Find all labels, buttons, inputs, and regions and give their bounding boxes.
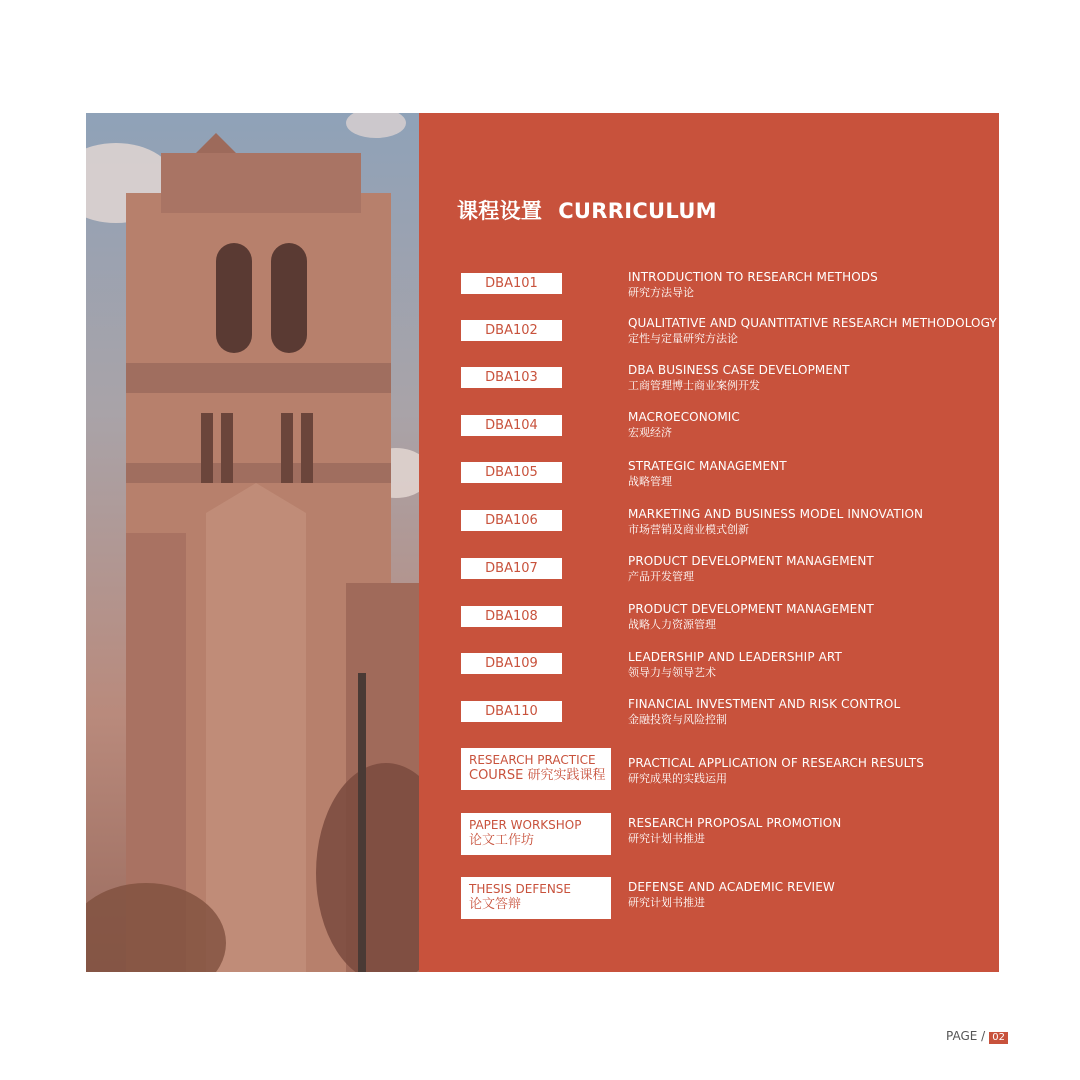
course-title-en: DEFENSE AND ACADEMIC REVIEW: [628, 880, 835, 894]
page-number: 02: [989, 1032, 1008, 1044]
badge-line-2: 论文答辩: [469, 897, 522, 912]
page-label: PAGE /: [946, 1029, 986, 1043]
course-code-badge: DBA102: [461, 320, 562, 341]
course-code-badge: DBA109: [461, 653, 562, 674]
course-description: [628, 815, 841, 847]
title-chinese: 课程设置: [457, 199, 543, 223]
course-code-badge: DBA108: [461, 606, 562, 627]
course-title-en: DBA BUSINESS CASE DEVELOPMENT: [628, 363, 850, 377]
course-code-badge: DBA101: [461, 273, 562, 294]
course-title-en: INTRODUCTION TO RESEARCH METHODS: [628, 270, 878, 284]
course-description: [628, 553, 874, 585]
cathedral-illustration: [86, 113, 419, 972]
course-title-en: LEADERSHIP AND LEADERSHIP ART: [628, 650, 842, 664]
course-label-badge: [461, 813, 611, 855]
course-title-zh: 研究成果的实践运用: [628, 772, 727, 785]
course-description: [628, 315, 997, 347]
course-title-en: RESEARCH PROPOSAL PROMOTION: [628, 816, 842, 830]
course-description: [628, 409, 740, 441]
course-title-zh: 宏观经济: [628, 426, 672, 439]
badge-line-2: COURSE 研究实践课程: [469, 768, 606, 783]
course-code-badge: DBA110: [461, 701, 562, 722]
page-title: [457, 195, 717, 225]
course-description: [628, 649, 842, 681]
curriculum-panel: [419, 113, 999, 972]
badge-line-1: RESEARCH PRACTICE: [469, 753, 596, 767]
course-title-en: PRACTICAL APPLICATION OF RESEARCH RESULTS: [628, 756, 924, 770]
course-title-en: FINANCIAL INVESTMENT AND RISK CONTROL: [628, 697, 901, 711]
course-title-zh: 金融投资与风险控制: [628, 713, 727, 726]
course-code-badge: DBA104: [461, 415, 562, 436]
course-title-zh: 战略管理: [628, 475, 672, 488]
course-description: [628, 506, 923, 538]
course-title-en: PRODUCT DEVELOPMENT MANAGEMENT: [628, 554, 874, 568]
course-title-zh: 定性与定量研究方法论: [628, 332, 738, 345]
cathedral-photo: [86, 113, 419, 972]
title-english: CURRICULUM: [558, 199, 717, 223]
course-title-zh: 研究计划书推进: [628, 832, 705, 845]
course-title-zh: 产品开发管理: [628, 570, 694, 583]
course-description: [628, 601, 874, 633]
course-description: [628, 362, 850, 394]
course-label-badge: [461, 748, 611, 790]
course-title-zh: 研究方法导论: [628, 286, 694, 299]
course-code-badge: DBA106: [461, 510, 562, 531]
course-title-en: MACROECONOMIC: [628, 410, 740, 424]
course-title-zh: 市场营销及商业模式创新: [628, 523, 749, 536]
course-description: [628, 755, 924, 787]
badge-line-2: 论文工作坊: [469, 833, 535, 848]
course-description: [628, 269, 878, 301]
course-description: [628, 879, 835, 911]
course-title-zh: 战略人力资源管理: [628, 618, 716, 631]
badge-line-1: PAPER WORKSHOP: [469, 818, 582, 832]
course-title-zh: 研究计划书推进: [628, 896, 705, 909]
course-code-badge: DBA105: [461, 462, 562, 483]
course-title-zh: 工商管理博士商业案例开发: [628, 379, 760, 392]
course-title-en: STRATEGIC MANAGEMENT: [628, 459, 787, 473]
badge-line-1: THESIS DEFENSE: [469, 882, 572, 896]
page-footer: [946, 1029, 1008, 1044]
course-code-badge: DBA107: [461, 558, 562, 579]
course-title-en: PRODUCT DEVELOPMENT MANAGEMENT: [628, 602, 874, 616]
course-title-zh: 领导力与领导艺术: [628, 666, 716, 679]
course-code-badge: DBA103: [461, 367, 562, 388]
course-label-badge: [461, 877, 611, 919]
course-description: [628, 458, 787, 490]
course-title-en: MARKETING AND BUSINESS MODEL INNOVATION: [628, 507, 924, 521]
course-title-en: QUALITATIVE AND QUANTITATIVE RESEARCH METHODOLOGY: [628, 316, 997, 330]
course-description: [628, 696, 900, 728]
